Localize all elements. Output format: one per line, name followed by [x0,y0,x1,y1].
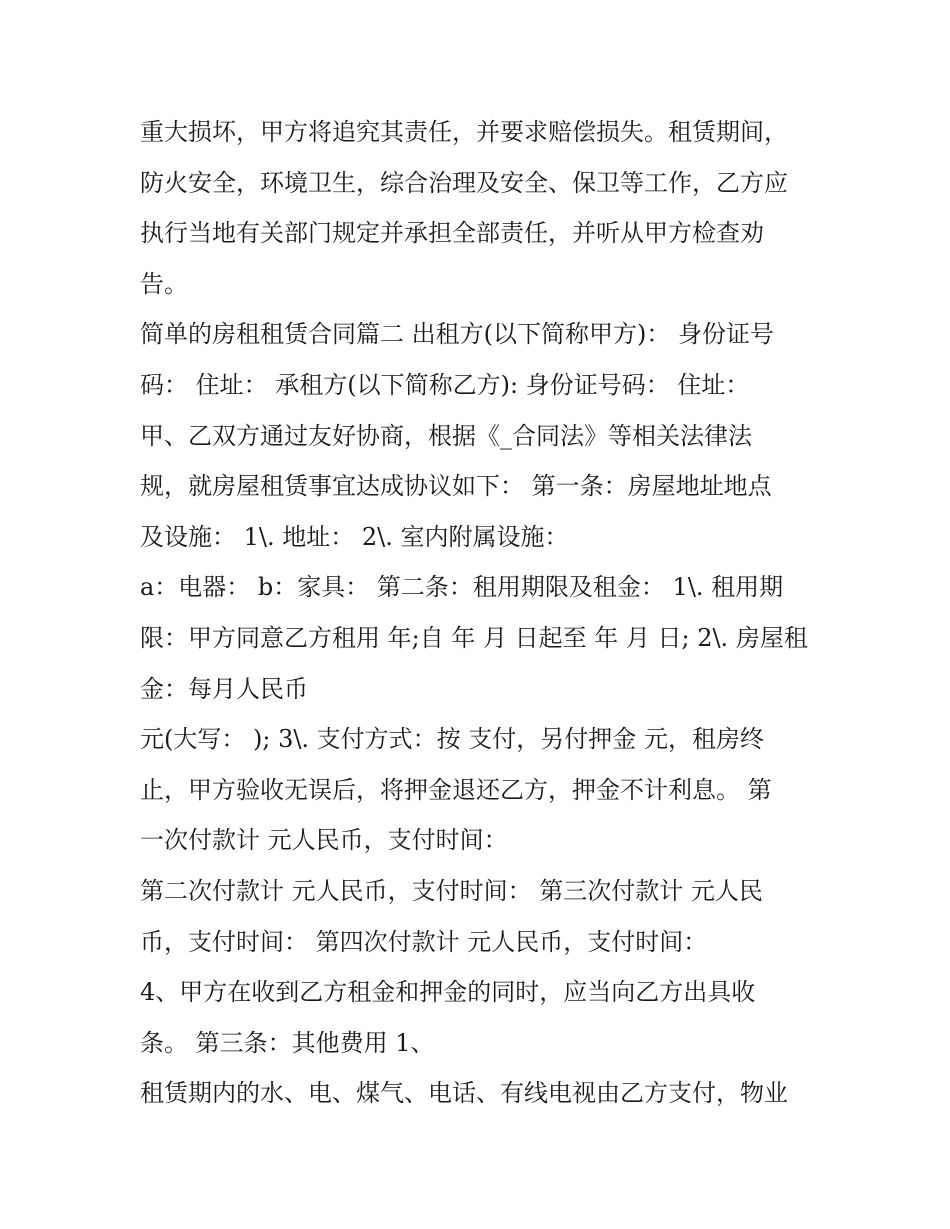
text-line: 币，支付时间： 第四次付款计 元人民币，支付时间： [140,927,708,956]
text-line: 告。 [140,269,188,298]
text-line: 止，甲方验收无误后，将押金退还乙方，押金不计利息。 第 [140,775,772,804]
text-line: 规，就房屋租赁事宜达成协议如下： 第一条：房屋地址地点 [140,472,772,501]
text-line: 一次付款计 元人民币，支付时间： [140,826,508,855]
text-line: 及设施： 1\. 地址： 2\. 室内附属设施： [140,522,569,551]
text-line: 码： 住址： 承租方(以下简称乙方): 身份证号码： 住址： [140,370,750,399]
text-line: 租赁期内的水、电、煤气、电话、有线电视由乙方支付，物业 [140,1079,788,1108]
text-line: a：电器： b：家具： 第二条：租用期限及租金： 1\. 租用期 [140,573,784,602]
text-line: 执行当地有关部门规定并承担全部责任，并听从甲方检查劝 [140,219,764,248]
text-line: 限：甲方同意乙方租用 年;自 年 月 日起至 年 月 日; 2\. 房屋租 [140,623,808,652]
text-line: 4、甲方在收到乙方租金和押金的同时，应当向乙方出具收 [140,978,756,1007]
text-line: 防火安全，环境卫生，综合治理及安全、保卫等工作，乙方应 [140,168,788,197]
text-line: 条。 第三条：其他费用 1、 [140,1028,435,1057]
document-body [140,107,820,1119]
text-line: 第二次付款计 元人民币，支付时间： 第三次付款计 元人民 [140,876,763,905]
text-line: 金：每月人民币 [140,674,308,703]
text-line: 元(大写： ); 3\. 支付方式：按 支付，另付押金 元，租房终 [140,725,764,754]
text-line: 重大损坏，甲方将追究其责任，并要求赔偿损失。租赁期间， [140,118,788,146]
text-line: 简单的房租租赁合同篇二 出租方(以下简称甲方)： 身份证号 [140,320,774,349]
text-line: 甲、乙双方通过友好协商，根据《_合同法》等相关法律法 [140,421,752,450]
